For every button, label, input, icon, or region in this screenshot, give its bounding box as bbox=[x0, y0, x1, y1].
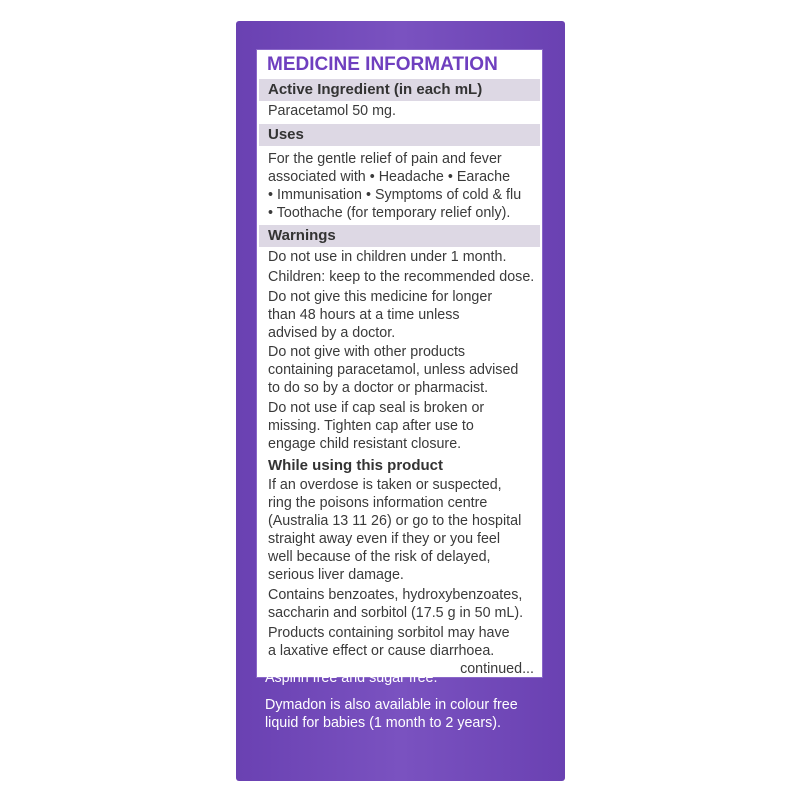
continued-note: continued... bbox=[460, 661, 534, 677]
section-line: If an overdose is taken or suspected, bbox=[268, 477, 502, 493]
section-heading-warnings: Warnings bbox=[268, 227, 336, 244]
section-line: (Australia 13 11 26) or go to the hospital bbox=[268, 513, 522, 529]
footer-availability-line1: Dymadon is also available in colour free bbox=[265, 697, 518, 713]
section-line: Paracetamol 50 mg. bbox=[268, 103, 396, 119]
section-line: Contains benzoates, hydroxybenzoates, bbox=[268, 587, 523, 603]
section-line: to do so by a doctor or pharmacist. bbox=[268, 380, 489, 396]
section-line: Do not give this medicine for longer bbox=[268, 289, 493, 305]
section-line: missing. Tighten cap after use to bbox=[268, 418, 474, 434]
section-heading-uses: Uses bbox=[268, 126, 304, 143]
section-line: Products containing sorbitol may have bbox=[268, 625, 510, 641]
section-line: than 48 hours at a time unless bbox=[268, 307, 460, 323]
section-line: well because of the risk of delayed, bbox=[268, 549, 491, 565]
section-line: ring the poisons information centre bbox=[268, 495, 488, 511]
section-line: straight away even if they or you feel bbox=[268, 531, 501, 547]
section-line: associated with • Headache • Earache bbox=[268, 169, 511, 185]
section-line: Do not use if cap seal is broken or bbox=[268, 400, 485, 416]
panel-title: MEDICINE INFORMATION bbox=[267, 54, 498, 75]
section-line: a laxative effect or cause diarrhoea. bbox=[268, 643, 495, 659]
section-heading-active-ingredient: Active Ingredient (in each mL) bbox=[268, 81, 483, 98]
section-line: containing paracetamol, unless advised bbox=[268, 362, 519, 378]
section-line: For the gentle relief of pain and fever bbox=[268, 151, 502, 167]
section-line: serious liver damage. bbox=[268, 567, 404, 583]
medicine-information-panel bbox=[256, 49, 543, 678]
section-heading-while-using: While using this product bbox=[268, 457, 443, 474]
section-line: • Immunisation • Symptoms of cold & flu bbox=[268, 187, 522, 203]
section-line: Do not give with other products bbox=[268, 344, 466, 360]
product-box-side bbox=[236, 21, 565, 781]
section-line: • Toothache (for temporary relief only). bbox=[268, 205, 511, 221]
section-line: saccharin and sorbitol (17.5 g in 50 mL). bbox=[268, 605, 524, 621]
section-line: advised by a doctor. bbox=[268, 325, 396, 341]
footer-availability-line2: liquid for babies (1 month to 2 years). bbox=[265, 715, 502, 731]
section-line: engage child resistant closure. bbox=[268, 436, 462, 452]
footer-aspirin-free: Aspirin free and sugar free. bbox=[265, 670, 438, 686]
section-line: Children: keep to the recommended dose. bbox=[268, 269, 535, 285]
section-line: Do not use in children under 1 month. bbox=[268, 249, 507, 265]
